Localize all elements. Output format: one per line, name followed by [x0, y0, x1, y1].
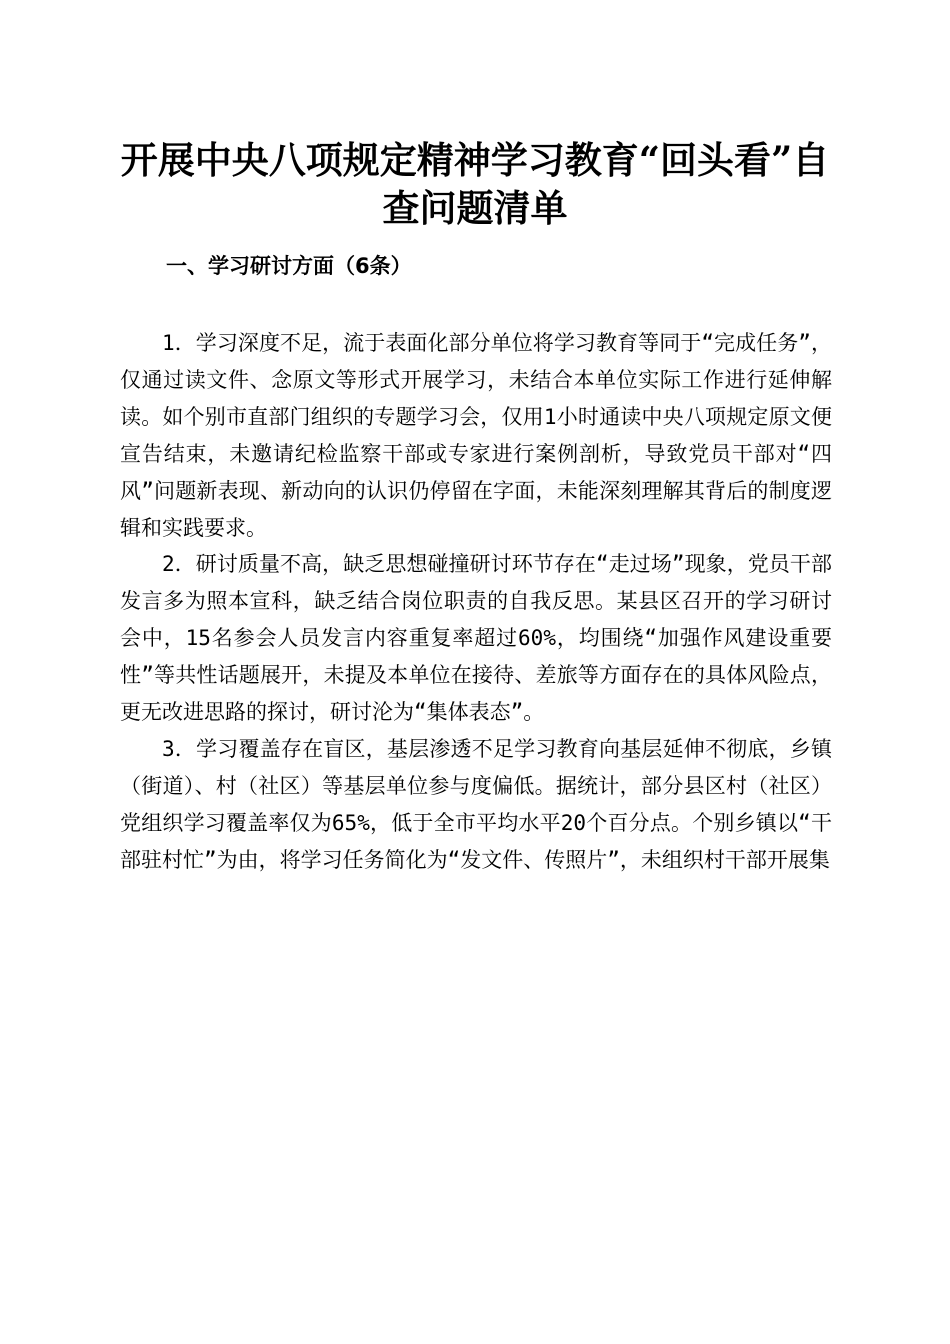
document-body [120, 325, 832, 879]
paragraph-item-2: 2．研讨质量不高，缺乏思想碰撞研讨环节存在“走过场”现象，党员干部发言多为照本宣科，缺乏结合岗位职责的自我反思。某县区召开的学习研讨会中，15名参会人员发言内容重复率超过60%，均围绕“加强作风建设重要性”等共性话题展开，未提及本单位在接待、差旅等方面存在的具体风险点，更无改进思路的探讨，研讨沦为“集体表态”。 [120, 552, 832, 725]
paragraph-item-1: 1．学习深度不足，流于表面化部分单位将学习教育等同于“完成任务”，仅通过读文件、念原文等形式开展学习，未结合本单位实际工作进行延伸解读。如个别市直部门组织的专题学习会，仅用1小时通读中央八项规定原文便宣告结束，未邀请纪检监察干部或专家进行案例剖析，导致党员干部对“四风”问题新表现、新动向的认识仍停留在字面，未能深刻理解其背后的制度逻辑和实践要求。 [120, 331, 832, 540]
paragraph-item-3: 3．学习覆盖存在盲区，基层渗透不足学习教育向基层延伸不彻底，乡镇（街道）、村（社区）等基层单位参与度偏低。据统计，部分县区村（社区）党组织学习覆盖率仅为65%，低于全市平均水平20个百分点。个别乡镇以“干部驻村忙”为由，将学习任务简化为“发文件、传照片”，未组织村干部开展集 [120, 736, 832, 872]
document-title: 开展中央八项规定精神学习教育“回头看”自查问题清单 [120, 138, 830, 230]
section-heading-study-discussion: 一、学习研讨方面（6条） [166, 254, 412, 278]
